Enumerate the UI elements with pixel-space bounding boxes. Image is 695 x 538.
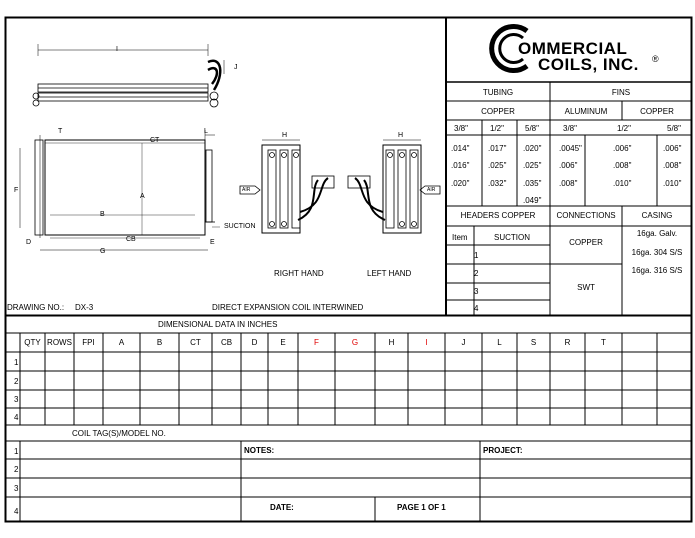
headers-suction-label: SUCTION <box>494 233 530 242</box>
fins-header: FINS <box>611 88 631 97</box>
fins-thickness: .0045" <box>559 144 582 153</box>
dim-label-cb: CB <box>126 236 136 243</box>
col-header-h: H <box>388 338 395 347</box>
right-hand-label: RIGHT HAND <box>274 269 324 278</box>
dim-label-f: F <box>14 187 19 194</box>
col-header-e: E <box>280 338 286 347</box>
fins-copper: COPPER <box>640 107 674 116</box>
notes-label: NOTES: <box>244 446 275 455</box>
headers-item-number: 1 <box>474 251 479 260</box>
tubing-thickness: .016" <box>451 161 470 170</box>
fins-thickness: .006" <box>559 161 578 170</box>
connections-copper: COPPER <box>569 238 603 247</box>
tubing-thickness: .049" <box>523 196 542 205</box>
fins-thickness: .010" <box>613 179 632 188</box>
tubing-size: 1/2" <box>490 124 504 133</box>
tubing-thickness: .025" <box>488 161 507 170</box>
col-header-qty: QTY <box>24 338 41 347</box>
coil-tag-row-number: 4 <box>14 507 19 516</box>
suction-label: SUCTION <box>224 223 256 230</box>
dim-label-h-right: H <box>282 132 288 139</box>
left-hand-label: LEFT HAND <box>367 269 412 278</box>
casing-option: 16ga. 304 S/S <box>631 248 683 257</box>
drawing-number-label: DRAWING NO.: <box>7 303 65 312</box>
air-arrow-left: AIR <box>427 187 436 193</box>
tubing-thickness: .020" <box>523 144 542 153</box>
dim-label-b: B <box>100 211 105 218</box>
tubing-thickness: .020" <box>451 179 470 188</box>
col-header-t: T <box>601 338 606 347</box>
col-header-a: A <box>118 338 125 347</box>
page-number: PAGE 1 OF 1 <box>397 503 446 512</box>
tubing-size: 5/8" <box>525 124 539 133</box>
tubing-header: TUBING <box>482 88 514 97</box>
dim-label-g: G <box>100 248 106 255</box>
dim-label-h-left: H <box>398 132 404 139</box>
casing-option: 16ga. 316 S/S <box>631 266 683 275</box>
fins-size: 1/2" <box>617 124 631 133</box>
col-header-cb: CB <box>220 338 233 347</box>
fins-aluminum: ALUMINUM <box>564 107 608 116</box>
tubing-material: COPPER <box>481 107 515 116</box>
logo-line-2: COILS, INC. <box>538 55 639 74</box>
fins-size: 5/8" <box>667 124 681 133</box>
tubing-thickness: .025" <box>523 161 542 170</box>
drawing-description: DIRECT EXPANSION COIL INTERWINED <box>212 303 364 312</box>
fins-thickness: .008" <box>613 161 632 170</box>
dim-label-a: A <box>140 193 145 200</box>
col-header-rows: ROWS <box>47 338 72 347</box>
table-row-number: 3 <box>14 395 19 404</box>
col-header-g: G <box>351 338 359 347</box>
logo-registered-mark: ® <box>652 54 659 64</box>
dim-label-j: J <box>234 64 238 71</box>
table-row-number: 2 <box>14 377 19 386</box>
fins-thickness: .008" <box>663 161 682 170</box>
headers-copper-title: HEADERS COPPER <box>460 211 536 220</box>
col-header-j: J <box>461 338 466 347</box>
table-row-number: 4 <box>14 413 19 422</box>
fins-thickness: .010" <box>663 179 682 188</box>
coil-tag-row-number: 3 <box>14 484 19 493</box>
col-header-ct: CT <box>190 338 201 347</box>
col-header-i: I <box>425 338 428 347</box>
headers-item-number: 4 <box>474 304 479 313</box>
tubing-thickness: .017" <box>488 144 507 153</box>
headers-item-label: Item <box>452 233 468 242</box>
tubing-thickness: .014" <box>451 144 470 153</box>
logo-line-1: OMMERCIAL <box>518 39 628 58</box>
drawing-number-value: DX-3 <box>75 303 94 312</box>
project-label: PROJECT: <box>483 446 523 455</box>
connections-title: CONNECTIONS <box>556 211 616 220</box>
col-header-s: S <box>530 338 537 347</box>
air-arrow-right: AIR <box>242 187 251 193</box>
tubing-size: 3/8" <box>454 124 468 133</box>
fins-thickness: .006" <box>613 144 632 153</box>
coil-tag-title: COIL TAG(S)/MODEL NO. <box>72 429 166 438</box>
fins-thickness: .008" <box>559 179 578 188</box>
coil-tag-row-number: 1 <box>14 447 19 456</box>
casing-title: CASING <box>641 211 673 220</box>
fins-size: 3/8" <box>563 124 577 133</box>
col-header-b: B <box>156 338 163 347</box>
tubing-thickness: .035" <box>523 179 542 188</box>
casing-option: 16ga. Galv. <box>636 229 678 238</box>
col-header-f: F <box>314 338 319 347</box>
dim-label-ct: CT <box>150 137 160 144</box>
dim-label-e: E <box>210 239 215 246</box>
headers-item-number: 2 <box>474 269 479 278</box>
dim-label-d: D <box>26 239 32 246</box>
date-label: DATE: <box>270 503 294 512</box>
tubing-thickness: .032" <box>488 179 507 188</box>
headers-item-number: 3 <box>474 287 479 296</box>
fins-thickness: .006" <box>663 144 682 153</box>
col-header-l: L <box>497 338 502 347</box>
dim-label-t: T <box>58 128 63 135</box>
table-row-number: 1 <box>14 358 19 367</box>
dim-label-l: L <box>204 128 208 135</box>
coil-tag-row-number: 2 <box>14 465 19 474</box>
col-header-fpi: FPI <box>82 338 95 347</box>
dim-label-i: I <box>116 46 118 53</box>
col-header-r: R <box>564 338 571 347</box>
dimensional-data-title: DIMENSIONAL DATA IN INCHES <box>158 320 278 329</box>
connections-swt: SWT <box>577 283 595 292</box>
col-header-d: D <box>251 338 258 347</box>
